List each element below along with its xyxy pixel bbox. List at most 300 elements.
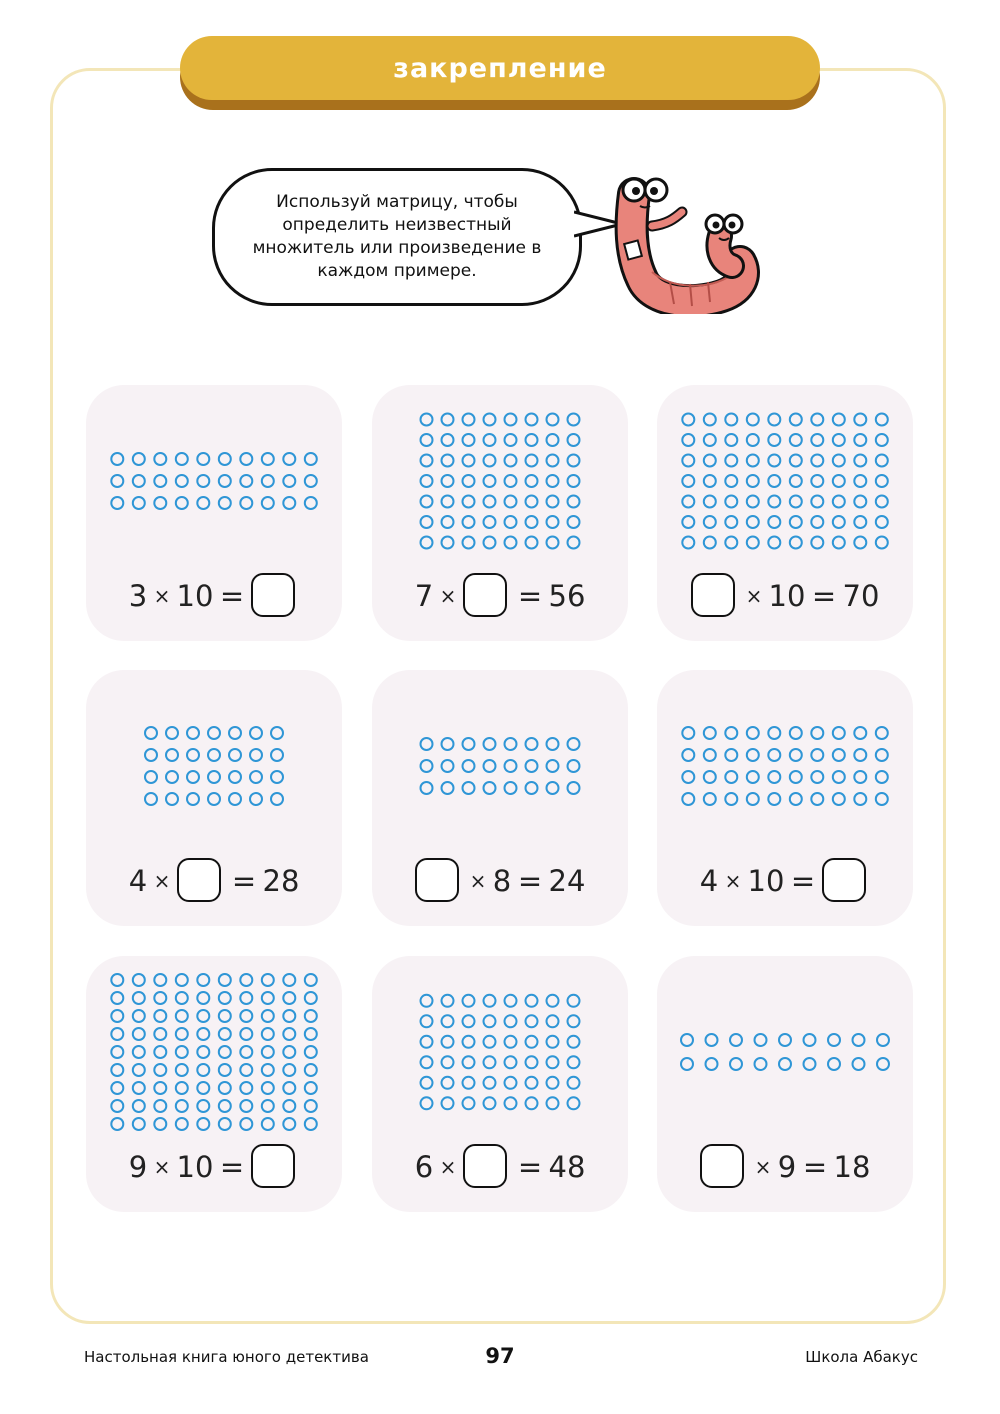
matrix-dot xyxy=(154,453,166,465)
matrix-dot xyxy=(681,1034,693,1046)
matrix-dot xyxy=(876,771,888,783)
matrix-dot xyxy=(176,1010,188,1022)
matrix-dot xyxy=(484,455,496,467)
matrix-dot xyxy=(442,1097,454,1109)
matrix-dot xyxy=(725,727,737,739)
matrix-dot xyxy=(442,516,454,528)
matrix-dot xyxy=(305,497,317,509)
matrix-dot xyxy=(747,434,759,446)
matrix-dot xyxy=(421,995,433,1007)
matrix-dot xyxy=(250,727,262,739)
matrix-dot xyxy=(111,1100,123,1112)
instruction-text: Используй матрицу, чтобы определить неизвестный множитель или произведение в каждом примере. xyxy=(252,192,542,281)
matrix-dot xyxy=(755,1034,767,1046)
matrix-dot xyxy=(526,414,538,426)
exercise-card xyxy=(657,670,913,926)
matrix-dot xyxy=(208,771,220,783)
matrix-dot xyxy=(154,475,166,487)
matrix-dot xyxy=(271,771,283,783)
matrix-dot xyxy=(463,455,475,467)
matrix-dot xyxy=(219,992,231,1004)
matrix-dot xyxy=(262,497,274,509)
matrix-dot xyxy=(271,727,283,739)
matrix-dot xyxy=(283,974,295,986)
matrix-dot xyxy=(547,738,559,750)
matrix-dot xyxy=(305,1100,317,1112)
matrix-dot xyxy=(804,1034,816,1046)
matrix-dot xyxy=(725,475,737,487)
matrix-dot xyxy=(854,537,866,549)
matrix-dot xyxy=(833,771,845,783)
matrix-dot xyxy=(305,1010,317,1022)
equals-sign: = xyxy=(219,579,245,613)
matrix-dot xyxy=(283,1046,295,1058)
matrix-dot xyxy=(197,497,209,509)
answer-box[interactable] xyxy=(691,573,735,617)
section-title: закрепление xyxy=(393,52,607,84)
matrix-dot xyxy=(442,414,454,426)
matrix-dot xyxy=(854,496,866,508)
dot-matrix xyxy=(657,385,913,565)
matrix-dot xyxy=(547,1077,559,1089)
equation-number: 10 xyxy=(747,864,785,898)
matrix-dot xyxy=(262,453,274,465)
matrix-dot xyxy=(133,497,145,509)
matrix-dot xyxy=(283,453,295,465)
matrix-dot xyxy=(725,771,737,783)
matrix-dot xyxy=(166,727,178,739)
equals-sign: = xyxy=(811,579,837,613)
matrix-dot xyxy=(526,516,538,528)
matrix-dot xyxy=(790,496,802,508)
matrix-dot xyxy=(568,475,580,487)
equation xyxy=(372,571,628,621)
matrix-dot xyxy=(219,1082,231,1094)
matrix-dot xyxy=(154,1064,166,1076)
matrix-dot xyxy=(547,434,559,446)
matrix-dot xyxy=(790,434,802,446)
matrix-dot xyxy=(421,455,433,467)
matrix-dot xyxy=(262,475,274,487)
matrix-dot xyxy=(682,475,694,487)
answer-box[interactable] xyxy=(463,573,507,617)
matrix-dot xyxy=(484,475,496,487)
matrix-dot xyxy=(484,1077,496,1089)
matrix-dot xyxy=(133,1064,145,1076)
matrix-dot xyxy=(505,995,517,1007)
matrix-dot xyxy=(730,1034,742,1046)
matrix-dot xyxy=(187,793,199,805)
answer-box[interactable] xyxy=(251,573,295,617)
matrix-dot xyxy=(876,537,888,549)
matrix-dot xyxy=(240,1010,252,1022)
equation-number: 28 xyxy=(262,864,300,898)
matrix-dot xyxy=(505,738,517,750)
matrix-dot xyxy=(145,793,157,805)
matrix-dot xyxy=(505,1056,517,1068)
matrix-dot xyxy=(283,1100,295,1112)
matrix-dot xyxy=(854,727,866,739)
matrix-dot xyxy=(154,1046,166,1058)
matrix-dot xyxy=(283,1028,295,1040)
matrix-dot xyxy=(421,434,433,446)
multiply-sign: × xyxy=(153,1155,171,1179)
matrix-dot xyxy=(526,537,538,549)
matrix-dot xyxy=(505,1077,517,1089)
matrix-dot xyxy=(463,537,475,549)
equation xyxy=(657,856,913,906)
equation-number: 8 xyxy=(492,864,512,898)
matrix-dot xyxy=(197,992,209,1004)
equals-sign: = xyxy=(517,864,543,898)
matrix-dot xyxy=(877,1034,889,1046)
answer-box[interactable] xyxy=(463,1144,507,1188)
matrix-dot xyxy=(505,782,517,794)
matrix-dot xyxy=(790,475,802,487)
matrix-dot xyxy=(197,1118,209,1130)
matrix-dot xyxy=(442,1036,454,1048)
matrix-dot xyxy=(176,1028,188,1040)
matrix-dot xyxy=(229,793,241,805)
matrix-dot xyxy=(111,974,123,986)
matrix-dot xyxy=(305,475,317,487)
matrix-dot xyxy=(833,516,845,528)
matrix-dot xyxy=(262,1064,274,1076)
matrix-dot xyxy=(704,496,716,508)
matrix-dot xyxy=(463,434,475,446)
matrix-dot xyxy=(442,1015,454,1027)
matrix-dot xyxy=(790,771,802,783)
dot-matrix xyxy=(372,956,628,1136)
matrix-dot xyxy=(682,414,694,426)
matrix-dot xyxy=(768,496,780,508)
matrix-dot xyxy=(305,1082,317,1094)
exercise-card xyxy=(372,385,628,641)
matrix-dot xyxy=(197,1046,209,1058)
matrix-dot xyxy=(811,496,823,508)
matrix-dot xyxy=(811,793,823,805)
equation-number: 56 xyxy=(548,579,586,613)
matrix-dot xyxy=(833,537,845,549)
matrix-dot xyxy=(219,1028,231,1040)
matrix-dot xyxy=(240,974,252,986)
matrix-dot xyxy=(547,782,559,794)
equation-number: 48 xyxy=(548,1150,586,1184)
multiply-sign: × xyxy=(153,584,171,608)
matrix-dot xyxy=(111,497,123,509)
matrix-dot xyxy=(526,995,538,1007)
matrix-dot xyxy=(421,414,433,426)
matrix-dot xyxy=(568,738,580,750)
matrix-dot xyxy=(833,434,845,446)
answer-box[interactable] xyxy=(822,858,866,902)
matrix-dot xyxy=(283,1064,295,1076)
matrix-dot xyxy=(197,1064,209,1076)
footer-book-title: Настольная книга юного детектива xyxy=(84,1348,369,1366)
matrix-dot xyxy=(463,414,475,426)
matrix-dot xyxy=(526,1077,538,1089)
matrix-dot xyxy=(133,1028,145,1040)
matrix-dot xyxy=(421,1036,433,1048)
matrix-dot xyxy=(768,749,780,761)
matrix-dot xyxy=(271,793,283,805)
equation xyxy=(372,1142,628,1192)
matrix-dot xyxy=(111,475,123,487)
matrix-dot xyxy=(768,537,780,549)
matrix-dot xyxy=(568,414,580,426)
matrix-dot xyxy=(154,1010,166,1022)
matrix-dot xyxy=(526,475,538,487)
matrix-dot xyxy=(547,1036,559,1048)
matrix-dot xyxy=(747,496,759,508)
matrix-dot xyxy=(526,760,538,772)
matrix-dot xyxy=(704,771,716,783)
matrix-dot xyxy=(133,475,145,487)
matrix-dot xyxy=(568,1056,580,1068)
matrix-dot xyxy=(853,1058,865,1070)
matrix-dot xyxy=(779,1058,791,1070)
matrix-dot xyxy=(725,793,737,805)
matrix-dot xyxy=(240,1100,252,1112)
matrix-dot xyxy=(811,727,823,739)
equation-number: 10 xyxy=(176,579,214,613)
matrix-dot xyxy=(133,1082,145,1094)
matrix-dot xyxy=(725,434,737,446)
matrix-dot xyxy=(463,1036,475,1048)
matrix-dot xyxy=(421,1097,433,1109)
matrix-dot xyxy=(421,738,433,750)
matrix-dot xyxy=(526,455,538,467)
matrix-dot xyxy=(176,974,188,986)
equation-number: 4 xyxy=(128,864,148,898)
matrix-dot xyxy=(568,1036,580,1048)
multiply-sign: × xyxy=(745,584,763,608)
matrix-dot xyxy=(790,537,802,549)
matrix-dot xyxy=(725,496,737,508)
matrix-dot xyxy=(704,749,716,761)
matrix-dot xyxy=(463,496,475,508)
matrix-dot xyxy=(547,1015,559,1027)
matrix-dot xyxy=(197,475,209,487)
equation-number: 3 xyxy=(128,579,148,613)
matrix-dot xyxy=(283,1082,295,1094)
matrix-dot xyxy=(725,537,737,549)
equation-number: 7 xyxy=(414,579,434,613)
matrix-dot xyxy=(262,992,274,1004)
matrix-dot xyxy=(568,455,580,467)
footer-publisher: Школа Абакус xyxy=(805,1348,918,1366)
matrix-dot xyxy=(833,475,845,487)
matrix-dot xyxy=(747,475,759,487)
matrix-dot xyxy=(484,1036,496,1048)
matrix-dot xyxy=(197,1010,209,1022)
matrix-dot xyxy=(187,749,199,761)
matrix-dot xyxy=(547,516,559,528)
matrix-dot xyxy=(682,727,694,739)
matrix-dot xyxy=(876,793,888,805)
matrix-dot xyxy=(682,771,694,783)
matrix-dot xyxy=(219,1064,231,1076)
matrix-dot xyxy=(833,749,845,761)
matrix-dot xyxy=(219,453,231,465)
matrix-dot xyxy=(442,782,454,794)
matrix-dot xyxy=(526,496,538,508)
matrix-dot xyxy=(463,1056,475,1068)
matrix-dot xyxy=(526,738,538,750)
matrix-dot xyxy=(133,992,145,1004)
equation-number: 6 xyxy=(414,1150,434,1184)
matrix-dot xyxy=(442,475,454,487)
matrix-dot xyxy=(790,414,802,426)
matrix-dot xyxy=(145,727,157,739)
matrix-dot xyxy=(262,1082,274,1094)
matrix-dot xyxy=(197,1082,209,1094)
matrix-dot xyxy=(208,749,220,761)
matrix-dot xyxy=(442,760,454,772)
matrix-dot xyxy=(197,974,209,986)
matrix-dot xyxy=(197,453,209,465)
matrix-dot xyxy=(176,1046,188,1058)
matrix-dot xyxy=(166,793,178,805)
matrix-dot xyxy=(682,516,694,528)
matrix-dot xyxy=(463,995,475,1007)
matrix-dot xyxy=(876,434,888,446)
matrix-dot xyxy=(262,1010,274,1022)
matrix-dot xyxy=(876,727,888,739)
dot-matrix xyxy=(372,385,628,565)
matrix-dot xyxy=(111,1028,123,1040)
matrix-dot xyxy=(484,1015,496,1027)
matrix-dot xyxy=(240,1046,252,1058)
matrix-dot xyxy=(876,455,888,467)
matrix-dot xyxy=(133,1046,145,1058)
multiply-sign: × xyxy=(724,869,742,893)
matrix-dot xyxy=(828,1034,840,1046)
multiply-sign: × xyxy=(439,584,457,608)
matrix-dot xyxy=(505,455,517,467)
matrix-dot xyxy=(421,1015,433,1027)
matrix-dot xyxy=(811,771,823,783)
matrix-dot xyxy=(463,738,475,750)
equation-number: 9 xyxy=(777,1150,797,1184)
dot-matrix xyxy=(657,670,913,850)
matrix-dot xyxy=(262,974,274,986)
matrix-dot xyxy=(704,434,716,446)
matrix-dot xyxy=(240,1082,252,1094)
matrix-dot xyxy=(154,1100,166,1112)
matrix-dot xyxy=(133,974,145,986)
matrix-dot xyxy=(421,760,433,772)
matrix-dot xyxy=(176,1118,188,1130)
answer-box[interactable] xyxy=(251,1144,295,1188)
multiply-sign: × xyxy=(469,869,487,893)
matrix-dot xyxy=(505,1036,517,1048)
matrix-dot xyxy=(421,537,433,549)
matrix-dot xyxy=(547,475,559,487)
matrix-dot xyxy=(250,793,262,805)
matrix-dot xyxy=(768,414,780,426)
matrix-dot xyxy=(271,749,283,761)
exercise-card xyxy=(657,956,913,1212)
matrix-dot xyxy=(505,1097,517,1109)
matrix-dot xyxy=(111,1082,123,1094)
matrix-dot xyxy=(176,1064,188,1076)
matrix-dot xyxy=(747,516,759,528)
matrix-dot xyxy=(421,782,433,794)
matrix-dot xyxy=(706,1034,718,1046)
matrix-dot xyxy=(305,1046,317,1058)
matrix-dot xyxy=(790,727,802,739)
matrix-dot xyxy=(421,1077,433,1089)
matrix-dot xyxy=(526,434,538,446)
matrix-dot xyxy=(547,995,559,1007)
equation xyxy=(86,1142,342,1192)
matrix-dot xyxy=(208,793,220,805)
matrix-dot xyxy=(505,1015,517,1027)
matrix-dot xyxy=(176,1100,188,1112)
exercise-card xyxy=(657,385,913,641)
equation-number: 10 xyxy=(176,1150,214,1184)
answer-box[interactable] xyxy=(177,858,221,902)
matrix-dot xyxy=(568,1077,580,1089)
matrix-dot xyxy=(811,414,823,426)
matrix-dot xyxy=(154,1118,166,1130)
matrix-dot xyxy=(240,453,252,465)
matrix-dot xyxy=(768,771,780,783)
matrix-dot xyxy=(421,475,433,487)
matrix-dot xyxy=(682,434,694,446)
matrix-dot xyxy=(208,727,220,739)
matrix-dot xyxy=(854,749,866,761)
matrix-dot xyxy=(229,727,241,739)
matrix-dot xyxy=(747,537,759,549)
matrix-dot xyxy=(111,992,123,1004)
matrix-dot xyxy=(568,496,580,508)
matrix-dot xyxy=(725,516,737,528)
matrix-dot xyxy=(704,414,716,426)
matrix-dot xyxy=(250,749,262,761)
matrix-dot xyxy=(833,414,845,426)
page-number: 97 xyxy=(485,1344,515,1368)
matrix-dot xyxy=(876,475,888,487)
equation xyxy=(86,856,342,906)
matrix-dot xyxy=(442,738,454,750)
answer-box[interactable] xyxy=(415,858,459,902)
matrix-dot xyxy=(682,496,694,508)
matrix-dot xyxy=(833,727,845,739)
matrix-dot xyxy=(568,1097,580,1109)
matrix-dot xyxy=(442,496,454,508)
matrix-dot xyxy=(187,727,199,739)
matrix-dot xyxy=(442,434,454,446)
worm-mascot-illustration xyxy=(612,164,762,314)
matrix-dot xyxy=(176,453,188,465)
matrix-dot xyxy=(876,496,888,508)
matrix-dot xyxy=(790,749,802,761)
matrix-dot xyxy=(747,771,759,783)
matrix-dot xyxy=(877,1058,889,1070)
exercise-card xyxy=(86,385,342,641)
matrix-dot xyxy=(505,434,517,446)
matrix-dot xyxy=(526,1015,538,1027)
matrix-dot xyxy=(768,455,780,467)
matrix-dot xyxy=(484,995,496,1007)
answer-box[interactable] xyxy=(700,1144,744,1188)
matrix-dot xyxy=(283,497,295,509)
matrix-dot xyxy=(704,793,716,805)
matrix-dot xyxy=(811,475,823,487)
matrix-dot xyxy=(526,1097,538,1109)
